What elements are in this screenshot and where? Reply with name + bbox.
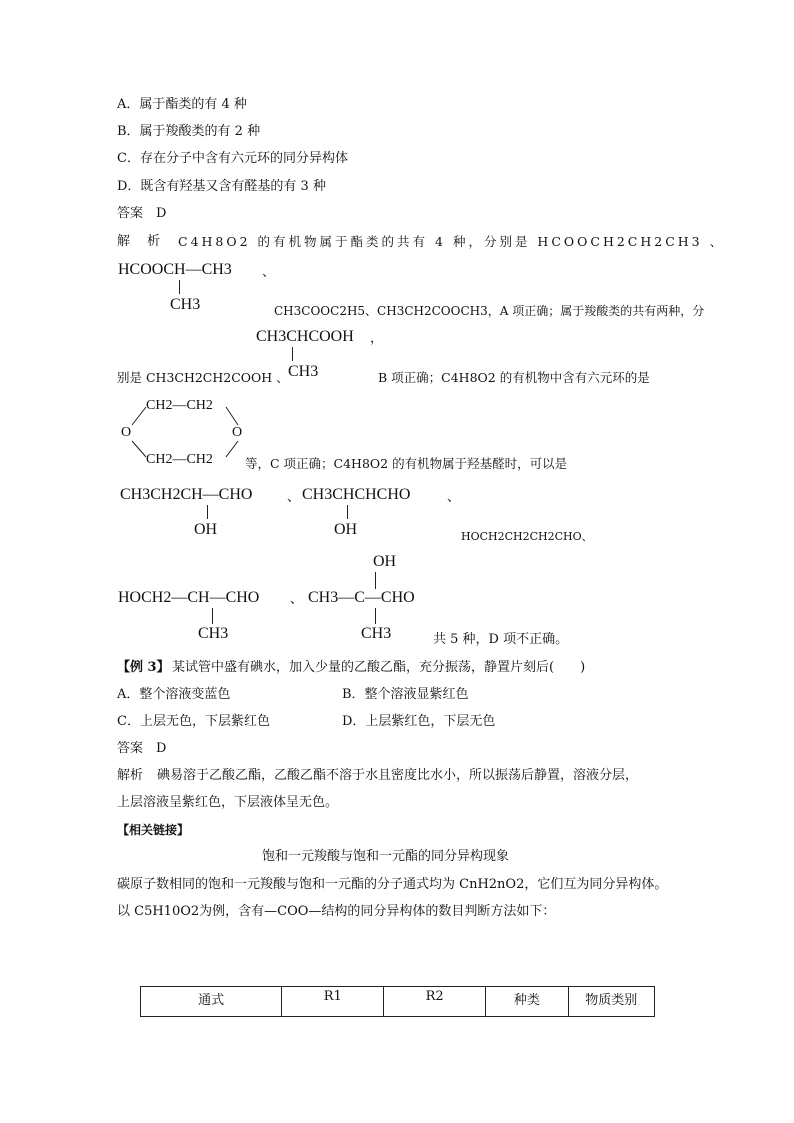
h5-bottom: CH3 [361,625,392,642]
acid-2-comma: ， [370,331,384,346]
ex3-option-b: B．整个溶液显紫红色 [342,687,469,702]
ester-2-branch: CH3 [170,296,201,313]
example-3-question: 某试管中盛有碘水，加入少量的乙酸乙酯，充分振荡，静置片刻后( ) [172,660,586,675]
header-r1: R1 [282,987,384,1017]
header-r2: R2 [384,987,486,1017]
option-b: B．属于羧酸类的有 2 种 [117,124,261,139]
acid-2-branch: CH3 [288,363,319,380]
h5-bottom-bond [375,608,376,624]
ring-bottom: CH2—CH2 [146,452,213,467]
h2-bond [347,505,348,519]
ester-2-formula: HCOOCH—CH3 [118,261,232,278]
h2-oh: OH [334,521,358,538]
ex3-analysis-line-2: 上层溶液呈紫红色，下层液体呈无色。 [117,795,339,810]
option-a: A．属于酯类的有 4 种 [117,97,247,112]
ex3-answer: 答案 D [117,741,167,756]
header-class: 物质类别 [568,987,654,1017]
header-formula: 通式 [141,987,282,1017]
hydroxy-aldehyde-5: CH3—C—CHO [308,589,415,606]
analysis-label: 解 析 [117,234,163,249]
isomer-table [140,986,655,1017]
related-link-label: 【相关链接】 [117,823,190,837]
ex3-option-c: C．上层无色，下层紫红色 [117,714,270,729]
ex3-option-a: A．整个溶液变蓝色 [117,687,231,702]
ester-3-4: CH3COOC2H5、CH3CH2COOCH3，A 项正确；属于羧酸类的共有两种，分 [274,304,705,318]
ex3-analysis-line-1: 碘易溶于乙酸乙酯，乙酸乙酯不溶于水且密度比水小，所以振荡后静置，溶液分层， [157,768,639,783]
header-count: 种类 [486,987,568,1017]
h5-top-bond [375,572,376,589]
answer-1: 答案 D [117,206,167,221]
separator-3: 、 [290,592,304,607]
h4-branch: CH3 [198,625,229,642]
acid-1: 别是 CH3CH2CH2COOH 、 [117,370,289,385]
acid-2-formula: CH3CHCOOH [256,328,354,345]
ring-top: CH2—CH2 [146,398,213,413]
b-correct: B 项正确；C4H8O2 的有机物中含有六元环的是 [378,370,650,385]
analysis-intro: C4H8O2 的有机物属于酯类的共有 4 种，分别是 HCOOCH2CH2CH3 、 [178,234,726,249]
option-c: C．存在分子中含有六元环的同分异构体 [117,151,348,166]
h5-top: OH [373,553,397,570]
separator-2: 、 [447,490,461,505]
hydroxy-aldehyde-3: HOCH2CH2CH2CHO、 [461,530,593,543]
h4-bond [212,608,213,624]
hydroxy-aldehyde-1: CH3CH2CH—CHO [120,486,253,503]
option-d: D．既含有羟基又含有醛基的有 3 种 [117,179,326,194]
ester-2-bond [179,280,180,294]
ring-left-o: O [121,425,132,440]
acid-2-bond [292,347,293,361]
hydroxy-aldehyde-2: CH3CHCHCHO [302,486,411,503]
related-link-title: 饱和一元羧酸与饱和一元酯的同分异构现象 [262,849,510,864]
hydroxy-aldehyde-4: HOCH2—CH—CHO [118,589,260,606]
conclusion: 共 5 种，D 项不正确。 [433,632,569,647]
ring-bonds [118,395,248,475]
h1-bond [207,505,208,519]
h1-oh: OH [194,521,218,538]
ester-2-comma: 、 [262,265,276,280]
example-3-label: 【例 3】 [117,660,170,675]
separator-1: 、 [287,490,301,505]
c-correct: 等，C 项正确；C4H8O2 的有机物属于羟基醛时，可以是 [245,456,568,471]
related-link-line-2: 以 C5H10O2为例，含有—COO—结构的同分异构体的数目判断方法如下： [117,904,556,919]
ex3-analysis-label: 解析 [117,768,144,783]
table-header-row [141,987,655,1017]
ring-right-o: O [232,425,243,440]
related-link-line-1: 碳原子数相同的饱和一元羧酸与饱和一元酯的分子通式均为 CnH2nO2，它们互为同分异构体。 [117,877,668,892]
ex3-option-d: D．上层紫红色，下层无色 [342,714,496,729]
